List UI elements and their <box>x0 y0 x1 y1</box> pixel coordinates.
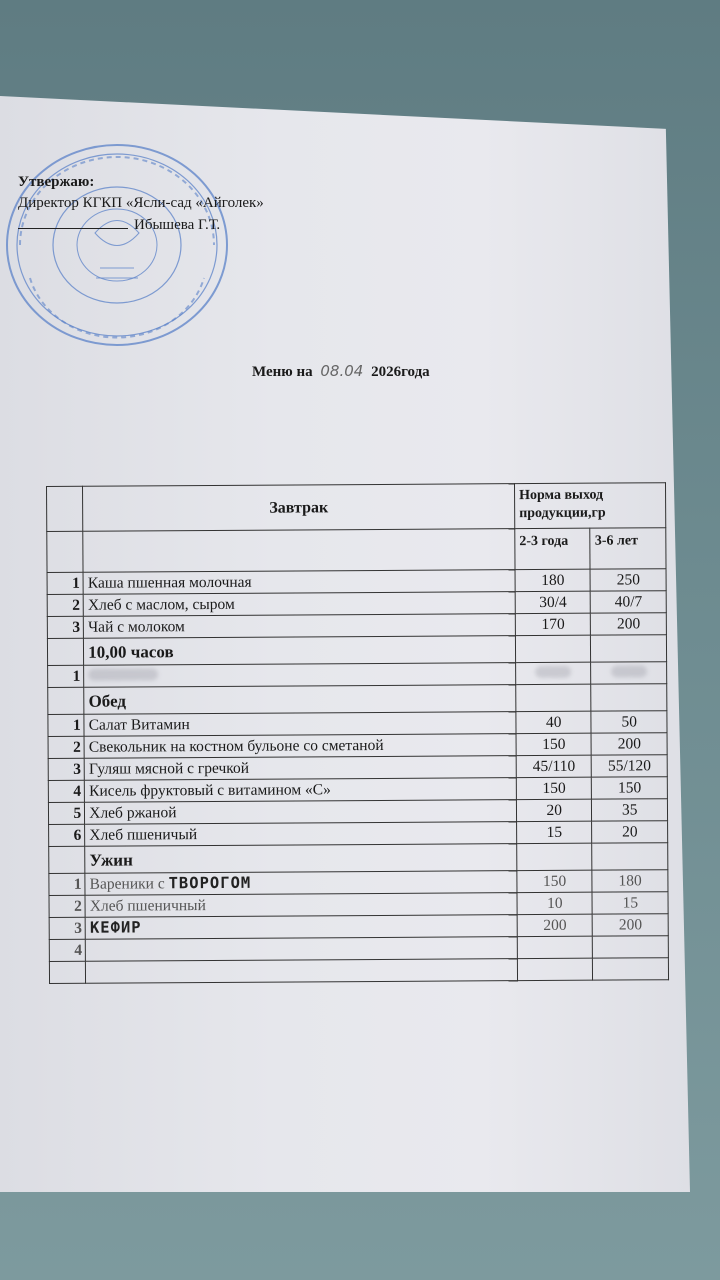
approval-block <box>18 172 264 236</box>
header-row <box>47 483 666 532</box>
table-row: 3 Чай с молоком 170 200 <box>47 613 666 639</box>
menu-title <box>252 362 430 381</box>
age-row <box>47 528 666 573</box>
signature-line <box>18 214 264 236</box>
menu-table <box>46 482 669 984</box>
table-row: 6 Хлеб пшеничый 15 20 <box>49 821 668 847</box>
norm-header: Норма выход продукции,гр <box>514 483 665 529</box>
table-row: 1 <box>48 662 667 688</box>
lunch-section-row <box>48 684 667 715</box>
age-3-6: 3-6 лет <box>590 528 666 569</box>
breakfast-header: Завтрак <box>83 484 515 532</box>
redacted-item <box>88 668 158 680</box>
director-name: Ибышева Г.Т. <box>134 217 221 233</box>
age-2-3: 2-3 года <box>515 528 591 569</box>
director-line: Директор КГКП «Ясли-сад «Айголек» <box>18 195 264 211</box>
lunch-title: Обед <box>84 685 516 715</box>
official-seal-icon <box>0 138 234 352</box>
table-row: 2 Хлеб пшеничный 10 15 <box>49 892 668 918</box>
redacted-value <box>535 666 571 678</box>
menu-year: 2026года <box>371 364 430 380</box>
dinner-section-row <box>49 843 668 874</box>
table-row: 1 Каша пшенная молочная 180 250 <box>47 569 666 595</box>
dinner-item-name: Вареники с <box>89 875 165 893</box>
table-row <box>49 958 668 984</box>
redacted-value <box>611 665 647 677</box>
table-row: 1 Вареники с ТВОРОГОМ 150 180 <box>49 870 668 896</box>
table-row: 4 Кисель фруктовый с витамином «С» 150 150 <box>48 777 667 803</box>
menu-date: 08.04 <box>320 362 364 380</box>
table-row: 4 <box>49 936 668 962</box>
snack-section-row <box>47 635 666 666</box>
handwritten-text: ТВОРОГОМ <box>168 873 252 893</box>
signature-icon <box>18 214 128 229</box>
table-row: 1 Салат Витамин 40 50 <box>48 711 667 737</box>
table-row: 3 КЕФИР 200 200 <box>49 914 668 940</box>
table-row: 3 Гуляш мясной с гречкой 45/110 55/120 <box>48 755 667 781</box>
table-row: 2 Хлеб с маслом, сыром 30/4 40/7 <box>47 591 666 617</box>
approval-title: Утвержаю: <box>18 174 95 190</box>
table-row: 5 Хлеб ржаной 20 35 <box>48 799 667 825</box>
menu-prefix: Меню на <box>252 364 313 380</box>
snack-title: 10,00 часов <box>84 636 516 666</box>
dinner-title: Ужин <box>85 844 517 874</box>
handwritten-text: КЕФИР <box>89 918 142 937</box>
table-row: 2 Свекольник на костном бульоне со сметаной 150 200 <box>48 733 667 759</box>
